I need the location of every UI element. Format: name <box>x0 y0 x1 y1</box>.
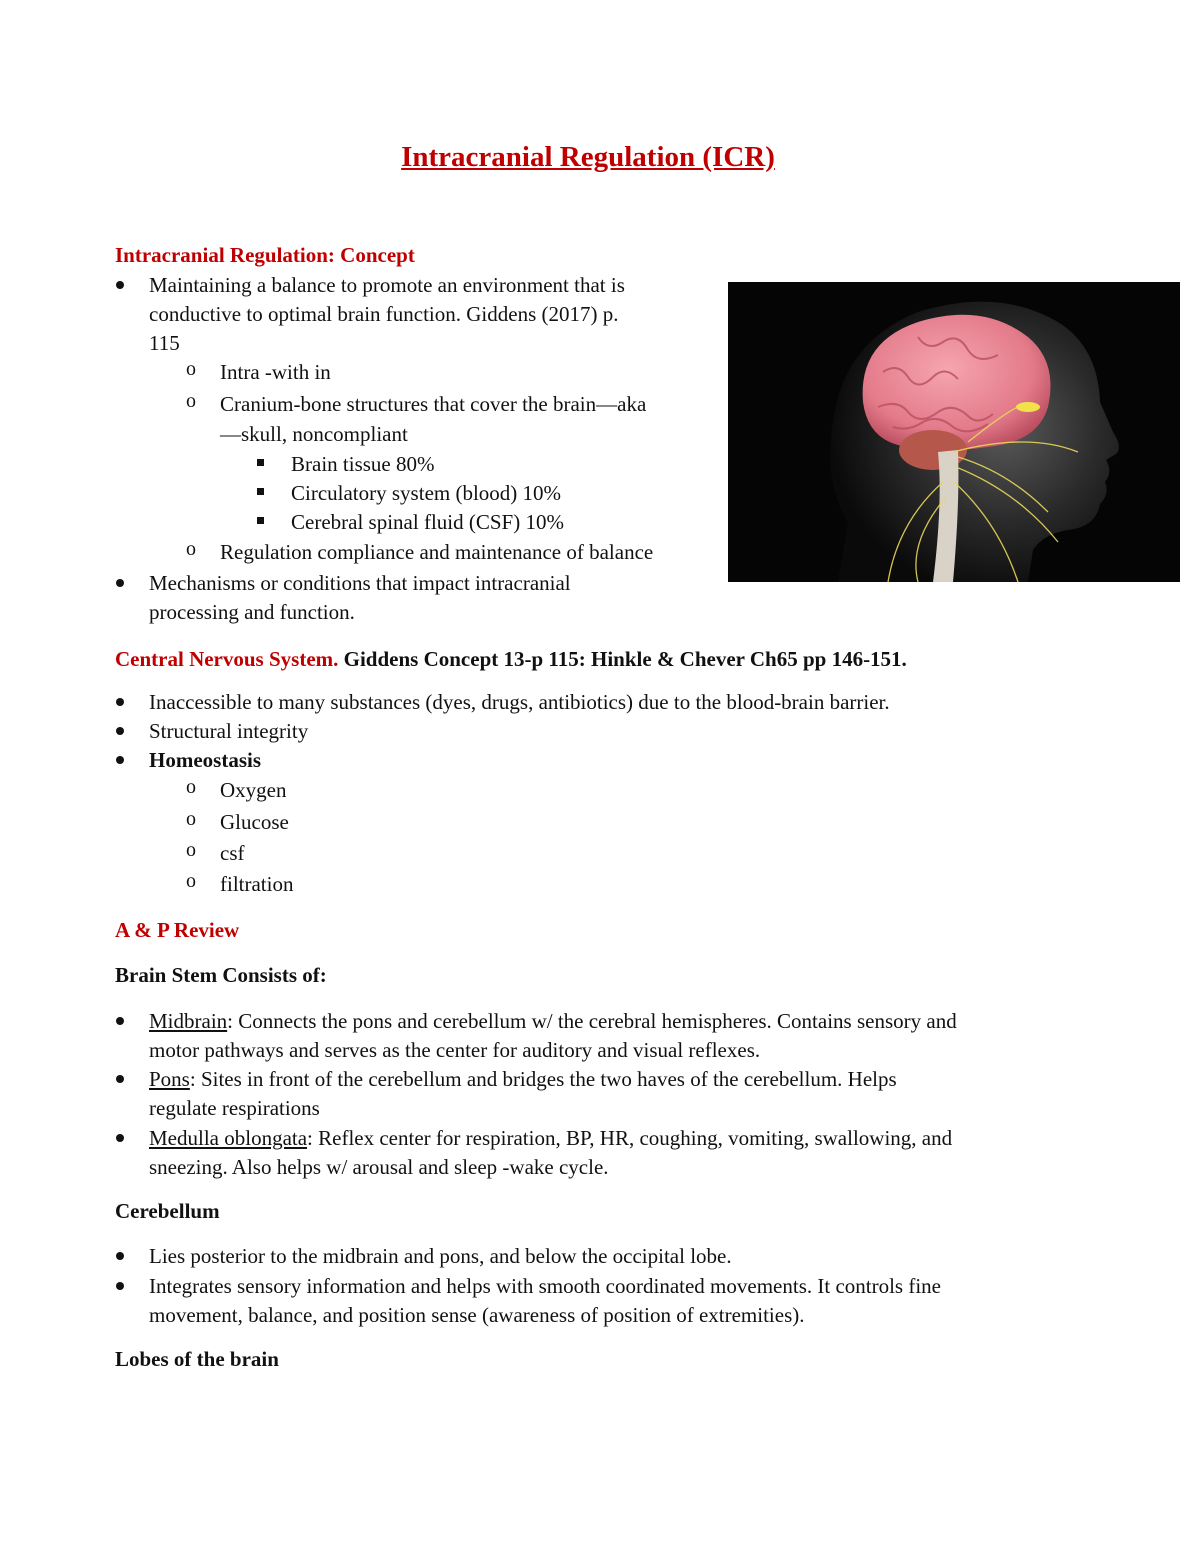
medulla-desc: : Reflex center for respiration, BP, HR, coughing, vomiting, swallowing, and <box>307 1126 953 1150</box>
concept-bullet1-line1: Maintaining a balance to promote an environment that is <box>149 273 625 297</box>
lobes-heading: Lobes of the brain <box>115 1347 279 1371</box>
square-bullet-icon <box>257 459 264 466</box>
bullet-dot-icon <box>116 1017 124 1025</box>
square-bullet-icon <box>257 488 264 495</box>
brain-head-illustration <box>728 282 1180 582</box>
concept-subsub-3: Cerebral spinal fluid (CSF) 10% <box>291 510 564 534</box>
cns-heading-reference: Giddens Concept 13-p 115: Hinkle & Chever Ch65 pp 146-151. <box>338 647 907 671</box>
midbrain-line1 <box>149 1007 957 1036</box>
document-title: Intracranial Regulation (ICR) <box>401 141 775 173</box>
pons-desc: : Sites in front of the cerebellum and bridges the two haves of the cerebellum. Helps <box>189 1067 897 1091</box>
bullet-dot-icon <box>116 1134 124 1142</box>
homeostasis-item-3: csf <box>220 841 245 865</box>
midbrain-desc: : Connects the pons and cerebellum w/ the cerebral hemispheres. Contains sensory and <box>227 1009 957 1033</box>
bullet-dot-icon <box>116 727 124 735</box>
cns-heading <box>115 647 907 672</box>
bullet-dot-icon <box>116 281 124 289</box>
midbrain-line2: motor pathways and serves as the center for auditory and visual reflexes. <box>149 1038 761 1062</box>
bullet-dot-icon <box>116 756 124 764</box>
concept-bullet1-line2: conductive to optimal brain function. Giddens (2017) p. <box>149 302 619 326</box>
bullet-dot-icon <box>116 1252 124 1260</box>
midbrain-term: Midbrain <box>149 1009 228 1033</box>
pons-term: Pons <box>149 1067 190 1091</box>
bullet-dot-icon <box>116 1075 124 1083</box>
homeostasis-item-4: filtration <box>220 872 294 896</box>
cns-homeostasis: Homeostasis <box>149 748 261 772</box>
concept-sub2-line2: —skull, noncompliant <box>220 422 408 446</box>
concept-sub2-line1: Cranium-bone structures that cover the brain—aka <box>220 392 647 416</box>
pons-line1 <box>149 1065 897 1094</box>
bullet-dot-icon <box>116 1282 124 1290</box>
cerebellum-bullet2-line2: movement, balance, and position sense (awareness of position of extremities). <box>149 1303 805 1327</box>
circle-bullet-icon: o <box>186 839 196 861</box>
bullet-dot-icon <box>116 579 124 587</box>
concept-bullet2-line1: Mechanisms or conditions that impact intracranial <box>149 571 571 595</box>
concept-subsub-1: Brain tissue 80% <box>291 452 435 476</box>
medulla-line2: sneezing. Also helps w/ arousal and sleep -wake cycle. <box>149 1155 609 1179</box>
circle-bullet-icon: o <box>186 808 196 830</box>
homeostasis-item-1: Oxygen <box>220 778 287 802</box>
concept-sub1: Intra -with in <box>220 360 331 384</box>
brain-head-image-icon <box>728 282 1180 582</box>
concept-bullet1-line3: 115 <box>149 331 180 355</box>
bullet-dot-icon <box>116 698 124 706</box>
cerebellum-bullet1: Lies posterior to the midbrain and pons, and below the occipital lobe. <box>149 1244 732 1268</box>
circle-bullet-icon: o <box>186 538 196 560</box>
circle-bullet-icon: o <box>186 390 196 412</box>
cerebellum-bullet2-line1: Integrates sensory information and helps with smooth coordinated movements. It controls fine <box>149 1274 941 1298</box>
circle-bullet-icon: o <box>186 870 196 892</box>
concept-sub3: Regulation compliance and maintenance of balance <box>220 540 654 564</box>
cerebellum-heading: Cerebellum <box>115 1199 220 1223</box>
brainstem-heading: Brain Stem Consists of: <box>115 963 327 987</box>
concept-heading: Intracranial Regulation: Concept <box>115 243 415 267</box>
concept-bullet2-line2: processing and function. <box>149 600 355 624</box>
cns-heading-label: Central Nervous System. <box>115 647 339 671</box>
circle-bullet-icon: o <box>186 776 196 798</box>
homeostasis-item-2: Glucose <box>220 810 289 834</box>
cns-bullet-1: Inaccessible to many substances (dyes, drugs, antibiotics) due to the blood-brain barrier. <box>149 690 890 714</box>
medulla-line1 <box>149 1124 952 1153</box>
pons-line2: regulate respirations <box>149 1096 320 1120</box>
square-bullet-icon <box>257 517 264 524</box>
cns-bullet-2: Structural integrity <box>149 719 309 743</box>
ap-review-heading: A & P Review <box>115 918 240 942</box>
circle-bullet-icon: o <box>186 358 196 380</box>
medulla-term: Medulla oblongata <box>149 1126 308 1150</box>
concept-subsub-2: Circulatory system (blood) 10% <box>291 481 562 505</box>
